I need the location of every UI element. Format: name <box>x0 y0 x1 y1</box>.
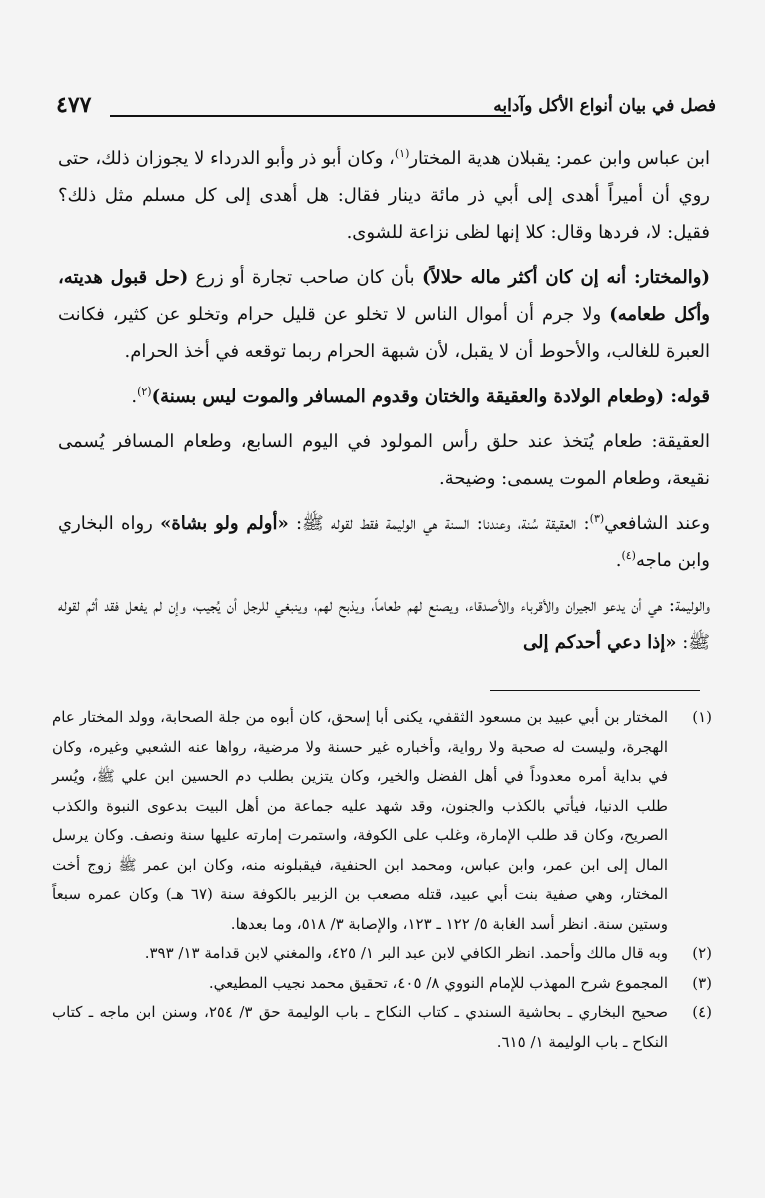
paragraph-text: بأن كان صاحب تجارة أو زرع <box>188 267 422 288</box>
matn-text: (والمختار: أنه إن كان أكثر ماله حلالاً) <box>421 267 710 288</box>
footnotes <box>52 703 712 1057</box>
paragraph-text: والوليمة: هي أن يدعو الجيران والأقرباء والأصدقاء، ويصنع لهم طعاماً، ويذبح لهم، وينبغي للرجل أن يُجيب، وإن لم يفعل فقد أثم لقوله ﷺ: <box>58 595 710 653</box>
footnote-number: (٢) <box>692 944 712 962</box>
header-rule <box>110 115 511 117</box>
page-number: ٤٧٧ <box>56 92 92 118</box>
hadith-quote: «إذا دعي أحدكم إلى <box>523 632 677 653</box>
footnote-4 <box>52 998 712 1057</box>
page-header <box>56 82 716 122</box>
paragraph-text: العقيقة: طعام يُتخذ عند حلق رأس المولود في اليوم السابع، وطعام المسافر يُسمى نقيعة، وطعام الموت يسمى: وضيحة. <box>58 431 710 489</box>
paragraph-text: ابن عباس وابن عمر: يقبلان هدية المختار <box>409 148 710 169</box>
footnote-1 <box>52 703 712 939</box>
footnote-ref-1[interactable]: (١) <box>394 147 410 160</box>
paragraph-1 <box>58 140 710 251</box>
paragraph-text: ولا جرم أن أموال الناس لا تخلو عن قليل حرام وتخلو عن كثير، فكانت العبرة للغالب، والأحوط أن لا يقبل، لأن شبهة الحرام ربما توقعه في أخذ الحرام. <box>58 304 710 362</box>
footnote-ref-3[interactable]: (٣) <box>589 512 605 525</box>
paragraph-text: وعند الشافعي <box>604 513 711 534</box>
footnote-2 <box>52 939 712 969</box>
matn-text: (حل قبول هديته، وأكل طعامه) <box>58 267 711 325</box>
footnote-text: المجموع شرح المهذب للإمام النووي ٨/ ٤٠٥، تحقيق محمد نجيب المطيعي. <box>208 973 668 992</box>
running-title: فصل في بيان أنواع الأكل وآدابه <box>493 96 716 116</box>
footnote-number: (١) <box>692 708 712 726</box>
paragraph-4 <box>58 423 710 497</box>
footnote-number: (٤) <box>692 1003 712 1021</box>
paragraph-text: : العقيقة سُنة، وعندنا: السنة هي الوليمة فقط لقوله ﷺ: <box>288 513 590 534</box>
footnote-number: (٣) <box>692 973 712 992</box>
main-text <box>58 140 710 669</box>
footnote-ref-4[interactable]: (٤) <box>621 549 636 562</box>
footnote-3 <box>52 969 712 999</box>
footnote-text: صحيح البخاري ـ بحاشية السندي ـ كتاب النكاح ـ باب الوليمة حق ٣/ ٢٥٤، وسنن ابن ماجه ـ كتاب النكاح ـ باب الوليمة ١/ ٦١٥. <box>52 1003 669 1051</box>
hadith-quote: «أولم ولو بشاة» <box>160 513 289 534</box>
paragraph-text: . <box>615 550 622 571</box>
paragraph-text: . <box>131 386 138 407</box>
paragraph-text: رواه البخاري وابن ماجه <box>58 513 710 571</box>
paragraph-text: ، وكان أبو ذر وأبو الدرداء لا يجوزان ذلك، حتى روي أن أميراً أهدى إلى أبي ذر مائة دينار فقال: هل أهدى إلى كل مسلم مثل ذلك؟ فقيل: لا، فردها وقال: كلا إنها لظى نزاعة للشوى. <box>58 148 710 243</box>
paragraph-2 <box>58 259 710 370</box>
paragraph-5 <box>58 505 710 579</box>
matn-heading: قوله: (وطعام الولادة والعقيقة والختان وقدوم المسافر والموت ليس بسنة) <box>151 386 710 407</box>
footnote-separator <box>490 690 700 691</box>
footnote-text: وبه قال مالك وأحمد. انظر الكافي لابن عبد البر ١/ ٤٢٥، والمغني لابن قدامة ١٣/ ٣٩٣. <box>144 944 668 962</box>
footnote-ref-2[interactable]: (٢) <box>137 385 152 398</box>
paragraph-3 <box>58 378 710 415</box>
footnote-text: المختار بن أبي عبيد بن مسعود الثقفي، يكنى أبا إسحق، كان أبوه من جلة الصحابة، وولد المختار عام الهجرة، وليست له صحبة ولا رواية، وأخباره غير حسنة ولا مرضية، رواها عنه الشعبي وغيره، وكان في بداية أمره معدوداً في أهل الفضل والخير، وكان يتزين بطلب دم الحسين ابن علي ﷺ، ويُسر طلب الدنيا، فيأتي بالكذب والجنون، وقد شهد عليه جماعة من أهل البيت بدعوى النبوة والكذب الصريح، وكان قد طلب الإمارة، وغلب على الكوفة، واستمرت إمارته عليها سنة ونصف. وكان يرسل المال إلى ابن عمر، وابن عباس، ومحمد ابن الحنفية، فيقبلونه منه، وكان ابن عمر ﷺ زوج أخت المختار، وهي صفية بنت أبي عبيد، قتله مصعب بن الزبير بالكوفة سنة (٦٧ هـ) وكان عمره سبعاً وستين سنة. انظر أسد الغابة ٥/ ١٢٢ ـ ١٢٣، والإصابة ٣/ ٥١٨، وما بعدها. <box>52 708 668 933</box>
paragraph-6 <box>58 587 710 661</box>
